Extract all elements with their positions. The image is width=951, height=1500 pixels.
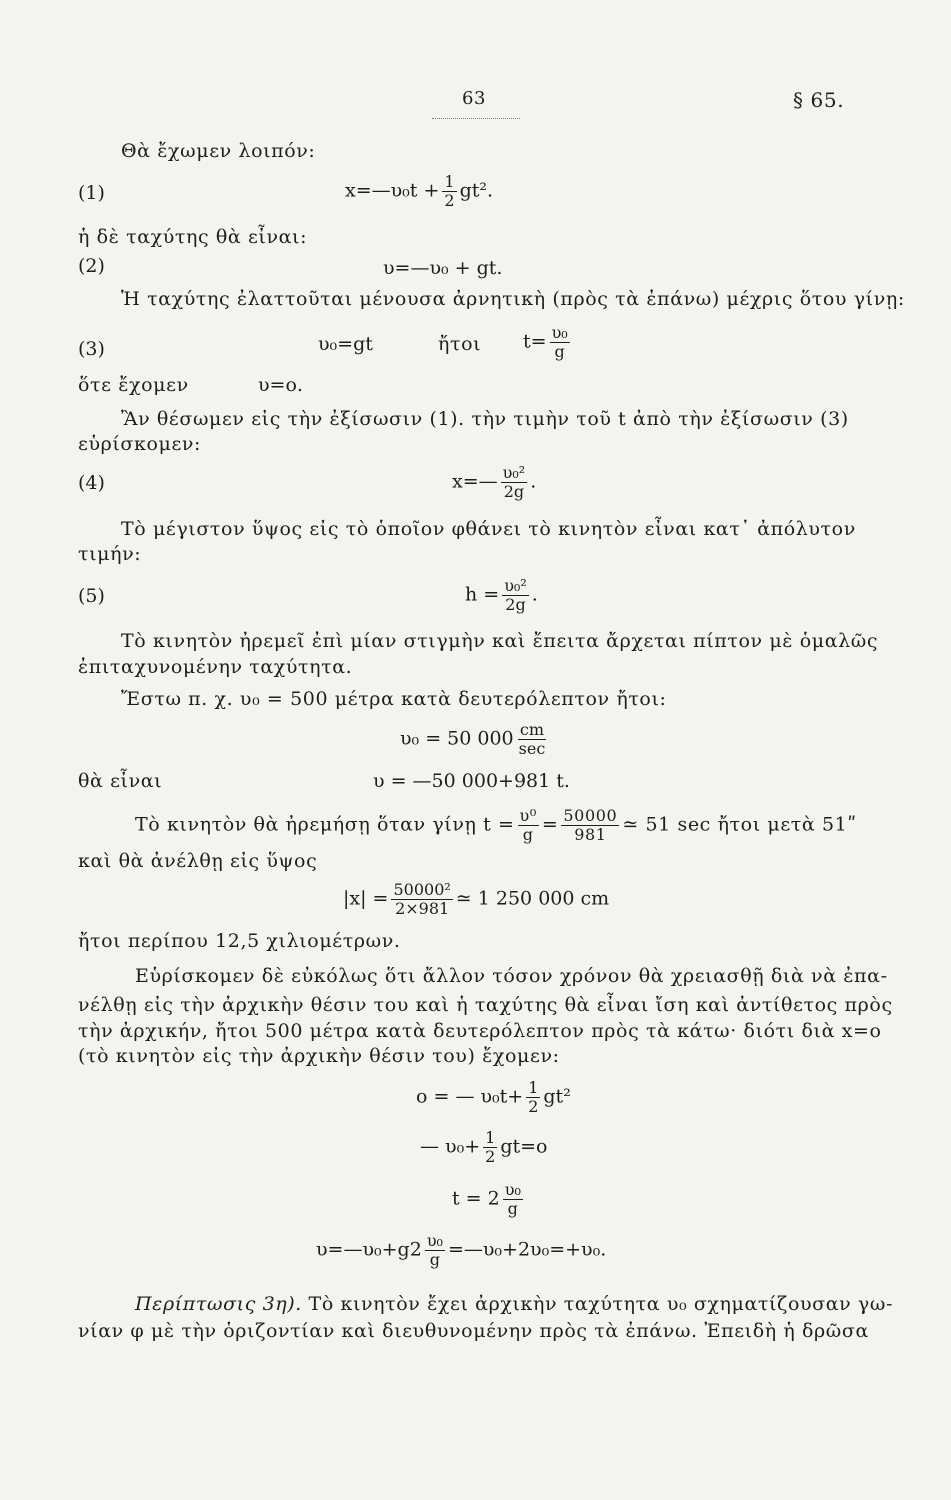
text-line: Εὑρίσκομεν δὲ εὐκόλως ὅτι ἄλλον τόσον χρόνον θὰ χρειασθῇ διὰ νὰ ἐπα- <box>135 965 888 987</box>
text-word: ἤτοι <box>438 333 482 355</box>
text-line: τιμήν: <box>78 543 142 565</box>
fraction <box>503 1182 523 1217</box>
fraction <box>501 465 528 500</box>
numerator: 50000² <box>393 880 451 899</box>
text-line: ἤτοι περίπου 12,5 χιλιομέτρων. <box>78 930 401 952</box>
case-heading: Περίπτωσις 3η). <box>135 1293 302 1315</box>
text-line: Τὸ μέγιστον ὕψος εἰς τὸ ὁποῖον φθάνει τὸ κινητὸν εἶναι κατ᾽ ἀπόλυτον <box>121 518 856 540</box>
text-line: Ἂν θέσωμεν εἰς τὴν ἐξίσωσιν (1). τὴν τιμὴν τοῦ t ἀπὸ τὴν ἐξίσωσιν (3) <box>121 408 849 430</box>
equation-label: (4) <box>78 472 105 494</box>
equation-lhs: t= <box>523 330 547 353</box>
equation-5 <box>465 578 538 613</box>
fraction <box>425 1233 445 1268</box>
fraction <box>391 882 452 917</box>
numerator: υ₀ <box>426 1231 443 1250</box>
numerator: υ₀ <box>504 1180 521 1199</box>
equation-tail: gt². <box>459 179 494 202</box>
equation-2: υ=—υ₀ + gt. <box>383 257 503 279</box>
text-line: νέλθῃ εἰς τὴν ἀρχικὴν θέσιν του καὶ ἡ ταχύτης θὰ εἶναι ἴση καὶ ἀντίθετος πρὸς <box>78 994 893 1016</box>
text-segment: Τὸ κινητὸν ἔχει ἀρχικὴν ταχύτητα υ₀ σχηματίζουσαν γω- <box>308 1293 893 1315</box>
denominator: 981 <box>574 825 607 844</box>
text-line: (τὸ κινητὸν εἰς τὴν ἀρχικὴν θέσιν του) ἔχομεν: <box>78 1045 560 1067</box>
equation-label: (5) <box>78 585 105 607</box>
equation-1 <box>345 174 493 209</box>
text-line: εὑρίσκομεν: <box>78 433 202 455</box>
equals-sign: = <box>541 813 559 836</box>
fraction <box>442 174 456 209</box>
text-line: θὰ εἶναι <box>78 770 163 792</box>
numerator: 1 <box>485 1128 496 1147</box>
equation-inline: υ=ο. <box>258 374 303 396</box>
equation-7 <box>343 882 609 917</box>
denominator: g <box>554 342 565 361</box>
equation-11 <box>316 1233 606 1268</box>
page-number: 63 <box>462 88 487 109</box>
numerator: υ₀² <box>504 576 527 595</box>
equation-lhs: — υ₀+ <box>420 1135 481 1158</box>
text-line: ἐπιταχυνομένην ταχύτητα. <box>78 656 353 678</box>
text-line: Τὸ κινητὸν ἠρεμεῖ ἐπὶ μίαν στιγμὴν καὶ ἔπειτα ἄρχεται πίπτον μὲ ὁμαλῶς <box>121 630 879 652</box>
denominator: g <box>429 1250 440 1269</box>
text-line: καὶ θὰ ἀνέλθῃ εἰς ὕψος <box>78 850 318 872</box>
equation-9 <box>420 1130 548 1165</box>
numerator: 1 <box>528 1078 539 1097</box>
text-line: τὴν ἀρχικήν, ἤτοι 500 μέτρα κατὰ δευτερόλεπτον πρὸς τὰ κάτω· διότι διὰ x=ο <box>78 1020 882 1042</box>
equation-inline: υ = —50 000+981 t. <box>373 770 570 792</box>
denominator: sec <box>518 739 546 758</box>
denominator: 2×981 <box>395 899 450 918</box>
equation-lhs: x=—υ₀t + <box>345 179 440 202</box>
fraction <box>561 808 619 843</box>
text-segment: ≃ 51 sec ἤτοι μετὰ 51ʺ <box>622 813 857 836</box>
equation-3b <box>523 325 573 360</box>
equation-tail: . <box>531 583 538 606</box>
numerator: 1 <box>444 172 455 191</box>
denominator: 2g <box>503 482 525 501</box>
numerator: υ⁰ <box>519 806 537 825</box>
equation-4 <box>452 465 536 500</box>
text-line: ὅτε ἔχομεν <box>78 374 189 396</box>
numerator: υ₀ <box>551 323 568 342</box>
equation-lhs: υ₀ = 50 000 <box>400 727 514 750</box>
denominator: g <box>522 825 534 844</box>
text-line: ἡ δὲ ταχύτης θὰ εἶναι: <box>78 226 308 248</box>
equation-lhs: υ=—υ₀+g2 <box>316 1238 422 1261</box>
equation-8 <box>416 1080 571 1115</box>
equation-tail: gt² <box>543 1085 571 1108</box>
equation-tail: . <box>530 470 537 493</box>
numerator: υ₀² <box>502 463 526 482</box>
equation-tail: ≃ 1 250 000 cm <box>455 887 610 910</box>
fraction <box>517 722 548 757</box>
fraction <box>518 808 539 843</box>
header-rule <box>432 118 520 119</box>
equation-tail: gt=ο <box>500 1135 548 1158</box>
section-number: § 65. <box>793 88 845 112</box>
fraction <box>502 578 529 613</box>
fraction <box>550 325 570 360</box>
text-line: Θὰ ἔχωμεν λοιπόν: <box>121 140 316 162</box>
equation-label: (3) <box>78 338 105 360</box>
equation-lhs: ο = — υ₀t+ <box>416 1085 524 1108</box>
numerator: cm <box>519 720 545 739</box>
text-line <box>135 1293 893 1315</box>
text-segment: Τὸ κινητὸν θὰ ἠρεμήσῃ ὅταν γίνῃ t = <box>135 813 515 836</box>
denominator: 2g <box>505 595 526 614</box>
text-line: νίαν φ μὲ τὴν ὁριζοντίαν καὶ διευθυνομένην πρὸς τὰ ἐπάνω. Ἐπειδὴ ἡ δρῶσα <box>78 1320 869 1342</box>
equation-3a: υ₀=gt <box>318 333 373 355</box>
equation-10 <box>452 1182 526 1217</box>
equation-lhs: |x| = <box>343 887 389 910</box>
denominator: g <box>507 1199 518 1218</box>
fraction <box>483 1130 497 1165</box>
equation-label: (1) <box>78 182 105 204</box>
fraction <box>526 1080 540 1115</box>
text-line-with-fraction <box>135 808 857 843</box>
text-line: Ἡ ταχύτης ἐλαττοῦται μένουσα ἀρνητικὴ (πρὸς τὰ ἐπάνω) μέχρις ὅτου γίνῃ: <box>121 288 905 310</box>
equation-lhs: h = <box>465 583 500 606</box>
equation-tail: =—υ₀+2υ₀=+υ₀. <box>447 1238 607 1261</box>
equation-lhs: t = 2 <box>452 1187 500 1210</box>
denominator: 2 <box>528 1097 539 1116</box>
numerator: 50000 <box>563 806 618 825</box>
denominator: 2 <box>485 1147 496 1166</box>
text-line: Ἔστω π. χ. υ₀ = 500 μέτρα κατὰ δευτερόλεπτον ἤτοι: <box>121 688 667 710</box>
equation-lhs: x=— <box>452 470 498 493</box>
denominator: 2 <box>444 191 455 210</box>
equation-6 <box>400 722 550 757</box>
equation-label: (2) <box>78 255 105 277</box>
